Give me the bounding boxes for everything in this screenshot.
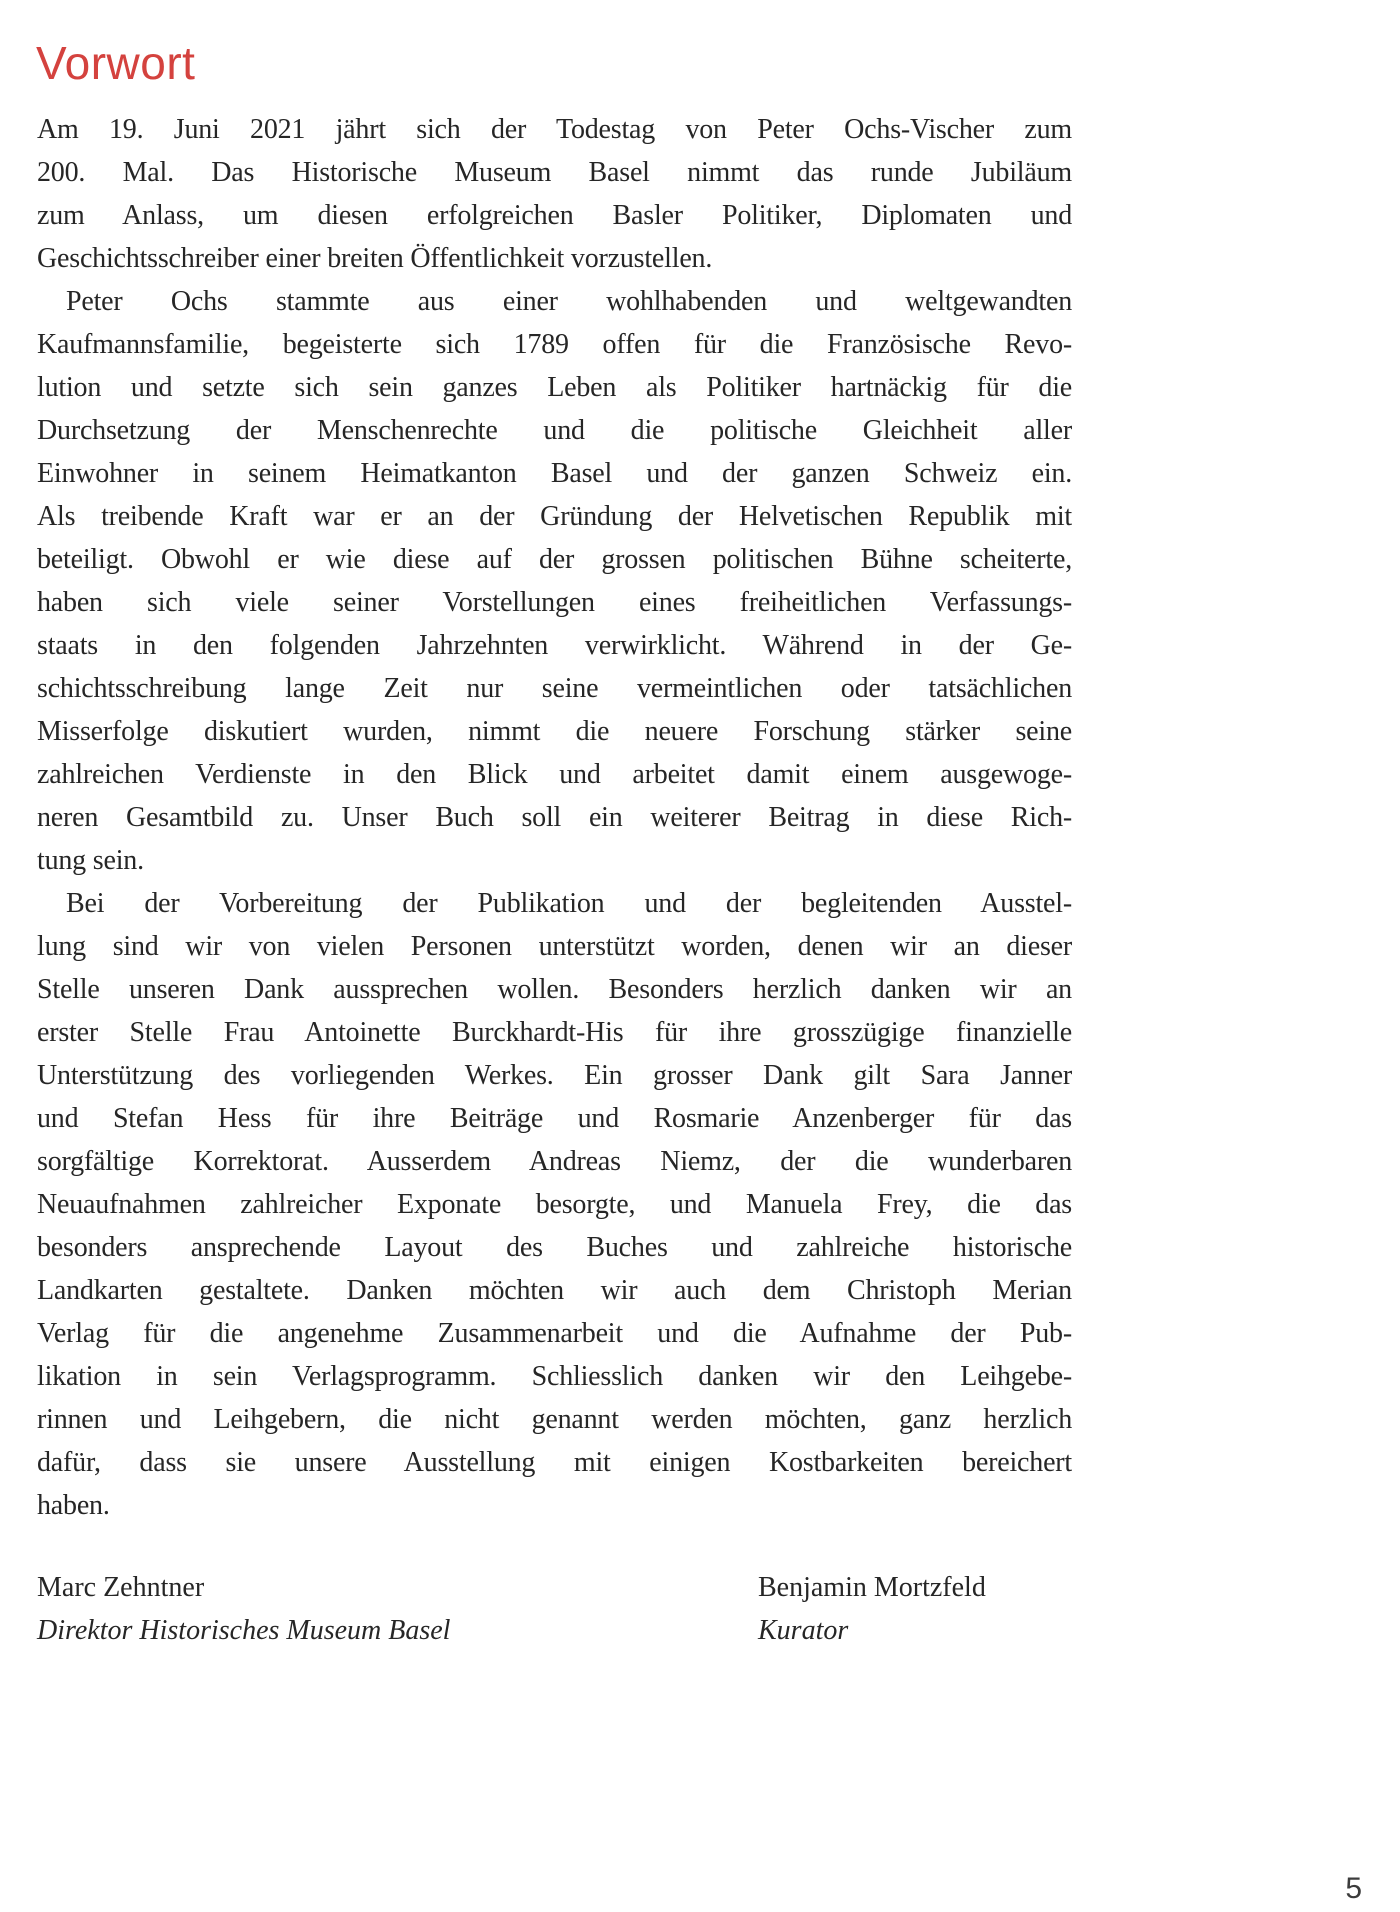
body-line: lung sind wir von vielen Personen unterstützt worden, denen wir an dieser (37, 931, 1072, 962)
page-title: Vorwort (36, 36, 196, 89)
body-line: Als treibende Kraft war er an der Gründung der Helvetischen Republik mit (37, 501, 1072, 532)
body-line: Peter Ochs stammte aus einer wohlhabenden und weltgewandten (66, 286, 1072, 317)
page-number: 5 (1345, 1872, 1362, 1905)
body-line: Neuaufnahmen zahlreicher Exponate besorgte, und Manuela Frey, die das (37, 1189, 1072, 1220)
body-line: beteiligt. Obwohl er wie diese auf der grossen politischen Bühne scheiterte, (37, 544, 1072, 575)
body-line: Landkarten gestaltete. Danken möchten wir auch dem Christoph Merian (37, 1275, 1072, 1306)
signature-title: Kurator (758, 1615, 849, 1646)
body-line: Bei der Vorbereitung der Publikation und der begleitenden Ausstel- (66, 888, 1072, 919)
body-line: zum Anlass, um diesen erfolgreichen Basler Politiker, Diplomaten und (37, 200, 1072, 231)
body-line: 200. Mal. Das Historische Museum Basel nimmt das runde Jubiläum (37, 157, 1072, 188)
body-line: und Stefan Hess für ihre Beiträge und Rosmarie Anzenberger für das (37, 1103, 1072, 1134)
body-line: Verlag für die angenehme Zusammenarbeit und die Aufnahme der Pub- (37, 1318, 1072, 1349)
body-line: staats in den folgenden Jahrzehnten verwirklicht. Während in der Ge- (37, 630, 1072, 661)
body-line: Durchsetzung der Menschenrechte und die politische Gleichheit aller (37, 415, 1072, 446)
body-line: rinnen und Leihgebern, die nicht genannt werden möchten, ganz herzlich (37, 1404, 1072, 1435)
signature-left (37, 1566, 450, 1652)
body-line: neren Gesamtbild zu. Unser Buch soll ein weiterer Beitrag in diese Rich- (37, 802, 1072, 833)
body-line: Einwohner in seinem Heimatkanton Basel und der ganzen Schweiz ein. (37, 458, 1072, 489)
body-line: schichtsschreibung lange Zeit nur seine vermeintlichen oder tatsächlichen (37, 673, 1072, 704)
body-line: dafür, dass sie unsere Ausstellung mit einigen Kostbarkeiten bereichert (37, 1447, 1072, 1478)
body-line: Am 19. Juni 2021 jährt sich der Todestag von Peter Ochs-Vischer zum (37, 114, 1072, 145)
signature-title: Direktor Historisches Museum Basel (37, 1615, 451, 1646)
body-line: erster Stelle Frau Antoinette Burckhardt-His für ihre grosszügige finanzielle (37, 1017, 1072, 1048)
body-line: tung sein. (37, 845, 144, 876)
body-text (37, 108, 1072, 1527)
body-line: zahlreichen Verdienste in den Blick und arbeitet damit einem ausgewoge- (37, 759, 1072, 790)
body-line: Misserfolge diskutiert wurden, nimmt die neuere Forschung stärker seine (37, 716, 1072, 747)
signature-name: Benjamin Mortzfeld (758, 1572, 986, 1603)
body-line: lution und setzte sich sein ganzes Leben als Politiker hartnäckig für die (37, 372, 1072, 403)
signature-right (758, 1566, 986, 1652)
body-line: besonders ansprechende Layout des Buches und zahlreiche historische (37, 1232, 1072, 1263)
body-line: Geschichtsschreiber einer breiten Öffentlichkeit vorzustellen. (37, 243, 713, 274)
body-line: haben sich viele seiner Vorstellungen eines freiheitlichen Verfassungs- (37, 587, 1072, 618)
body-line: sorgfältige Korrektorat. Ausserdem Andreas Niemz, der die wunderbaren (37, 1146, 1072, 1177)
body-line: likation in sein Verlagsprogramm. Schliesslich danken wir den Leihgebe- (37, 1361, 1072, 1392)
body-line: Stelle unseren Dank aussprechen wollen. Besonders herzlich danken wir an (37, 974, 1072, 1005)
signature-name: Marc Zehntner (37, 1572, 205, 1603)
body-line: Unterstützung des vorliegenden Werkes. Ein grosser Dank gilt Sara Janner (37, 1060, 1072, 1091)
body-line: Kaufmannsfamilie, begeisterte sich 1789 offen für die Französische Revo- (37, 329, 1072, 360)
body-line: haben. (37, 1490, 110, 1521)
